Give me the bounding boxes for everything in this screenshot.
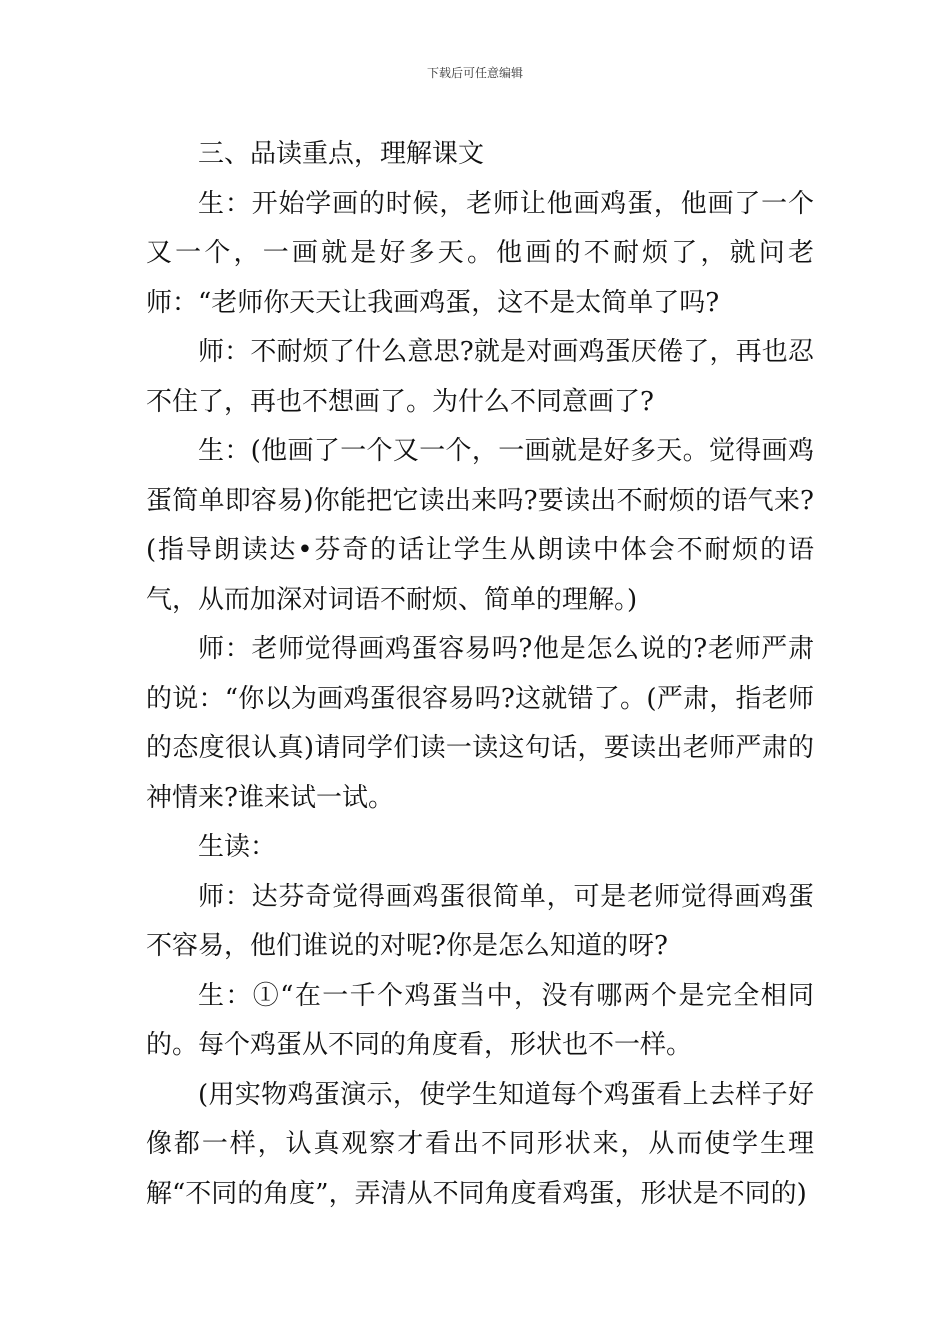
section-heading: 三、品读重点，理解课文	[198, 139, 485, 169]
paragraph: 师：不耐烦了什么意思?就是对画鸡蛋厌倦了，再也忍不住了，再也不想画了。为什么不同意画了?	[146, 337, 814, 417]
paragraph: 师：老师觉得画鸡蛋容易吗?他是怎么说的?老师严肃的说：“你以为画鸡蛋很容易吗?这就错了。(严肃，指老师的态度很认真)请同学们读一读这句话，要读出老师严肃的神情来?谁来试一试。	[146, 634, 814, 813]
document-body	[146, 130, 814, 1219]
paragraph: 生：(他画了一个又一个，一画就是好多天。觉得画鸡蛋简单即容易)你能把它读出来吗?要读出不耐烦的语气来?(指导朗读达•芬奇的话让学生从朗读中体会不耐烦的语气，从而加深对词语不耐烦、简单的理解。)	[146, 436, 814, 615]
paragraph: (用实物鸡蛋演示，使学生知道每个鸡蛋看上去样子好像都一样，认真观察才看出不同形状来，从而使学生理解“不同的角度”，弄清从不同角度看鸡蛋，形状是不同的)	[146, 1079, 814, 1209]
paragraph: 生读：	[198, 832, 277, 862]
page-header: 下载后可任意编辑	[426, 66, 523, 80]
paragraph: 师：达芬奇觉得画鸡蛋很简单，可是老师觉得画鸡蛋不容易，他们谁说的对呢?你是怎么知道的呀?	[146, 881, 814, 961]
paragraph: 生：①“在一千个鸡蛋当中，没有哪两个是完全相同的。每个鸡蛋从不同的角度看，形状也不一样。	[146, 980, 814, 1060]
paragraph: 生：开始学画的时候，老师让他画鸡蛋，他画了一个又一个，一画就是好多天。他画的不耐烦了，就问老师：“老师你天天让我画鸡蛋，这不是太简单了吗?	[146, 188, 814, 318]
